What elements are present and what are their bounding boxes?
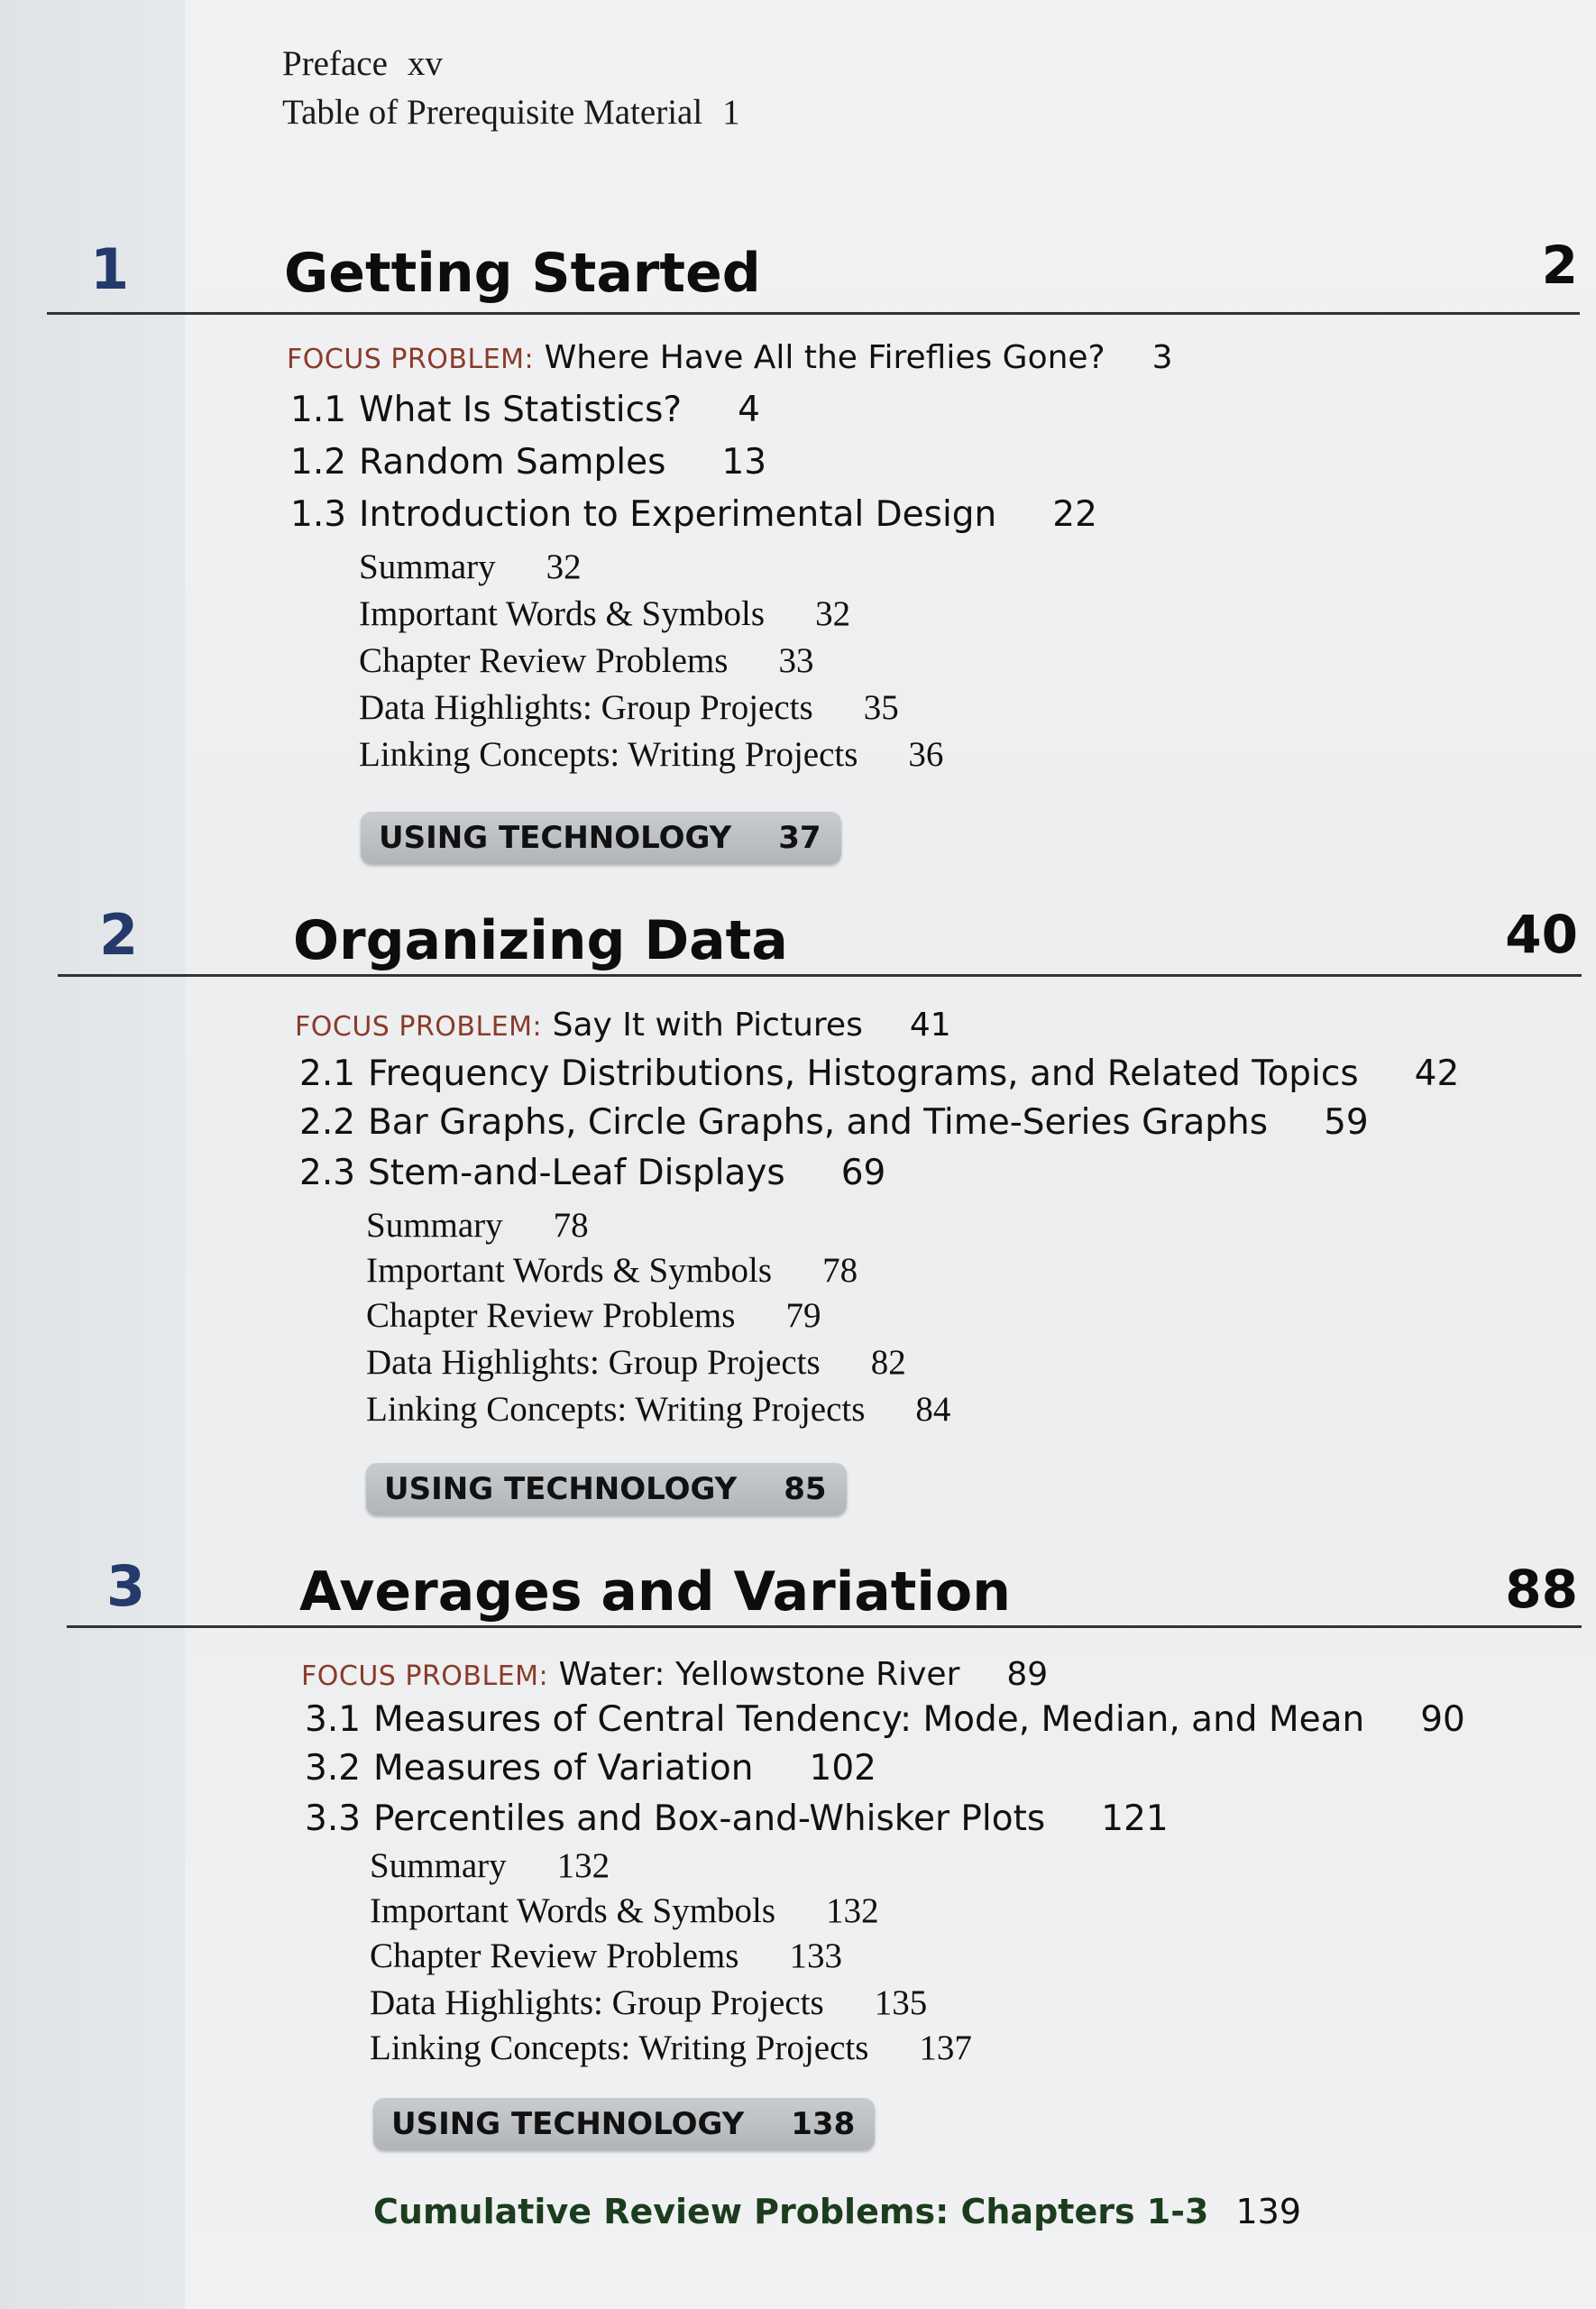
- chapter-number: 3: [106, 1553, 146, 1619]
- tech-label: USING TECHNOLOGY: [391, 2106, 745, 2142]
- toc-backmatter[interactable]: [366, 1389, 950, 1430]
- backmatter-title: Summary: [370, 1846, 507, 1885]
- toc-backmatter[interactable]: [370, 1936, 842, 1976]
- backmatter-page: 78: [553, 1206, 589, 1245]
- backmatter-title: Linking Concepts: Writing Projects: [370, 2028, 869, 2067]
- focus-title: Say It with Pictures: [552, 1007, 863, 1044]
- backmatter-page: 79: [785, 1296, 821, 1335]
- backmatter-page: 82: [870, 1343, 906, 1382]
- backmatter-page: 135: [874, 1983, 928, 2022]
- backmatter-title: Data Highlights: Group Projects: [366, 1343, 821, 1382]
- backmatter-title: Data Highlights: Group Projects: [370, 1983, 824, 2022]
- backmatter-page: 132: [826, 1891, 879, 1930]
- toc-backmatter[interactable]: [370, 2028, 972, 2068]
- using-technology-badge[interactable]: [361, 812, 841, 864]
- section-number: 3.2: [305, 1748, 362, 1789]
- tech-label: USING TECHNOLOGY: [384, 1471, 738, 1507]
- chapter-rule: [47, 312, 1580, 315]
- section-page: 42: [1414, 1053, 1460, 1094]
- section-number: 2.1: [299, 1053, 356, 1094]
- section-title: Introduction to Experimental Design: [359, 494, 997, 535]
- focus-problem[interactable]: [301, 1656, 1048, 1693]
- section-title: Bar Graphs, Circle Graphs, and Time-Series Graphs: [368, 1102, 1269, 1143]
- focus-page: 41: [909, 1007, 951, 1044]
- section-page: 102: [809, 1748, 876, 1789]
- backmatter-title: Important Words & Symbols: [370, 1891, 776, 1930]
- backmatter-title: Summary: [359, 547, 496, 586]
- backmatter-page: 32: [815, 594, 851, 633]
- chapter-title[interactable]: Averages and Variation: [299, 1560, 1011, 1624]
- chapter-page: 88: [1505, 1559, 1578, 1620]
- focus-problem[interactable]: [287, 339, 1173, 376]
- using-technology-badge[interactable]: [373, 2098, 875, 2150]
- tech-label: USING TECHNOLOGY: [379, 820, 732, 856]
- chapter-number: 1: [90, 236, 130, 302]
- focus-label: FOCUS PROBLEM:: [301, 1660, 549, 1692]
- backmatter-page: 78: [822, 1251, 858, 1290]
- backmatter-title: Linking Concepts: Writing Projects: [359, 735, 858, 774]
- toc-section[interactable]: [305, 1798, 1169, 1839]
- focus-page: 89: [1006, 1656, 1049, 1693]
- toc-backmatter[interactable]: [366, 1205, 589, 1246]
- backmatter-title: Data Highlights: Group Projects: [359, 688, 813, 727]
- toc-entry-preface[interactable]: [282, 43, 443, 84]
- toc-section[interactable]: [290, 494, 1097, 535]
- toc-backmatter[interactable]: [359, 593, 850, 634]
- backmatter-page: 32: [546, 547, 582, 586]
- section-title: Frequency Distributions, Histograms, and Related Topics: [368, 1053, 1359, 1094]
- section-title: Random Samples: [359, 442, 666, 483]
- section-number: 1.3: [290, 494, 347, 535]
- toc-backmatter[interactable]: [359, 734, 943, 775]
- toc-section[interactable]: [305, 1699, 1465, 1740]
- section-page: 4: [738, 390, 760, 430]
- section-page: 22: [1052, 494, 1097, 535]
- toc-section[interactable]: [299, 1102, 1369, 1143]
- backmatter-title: Linking Concepts: Writing Projects: [366, 1390, 866, 1429]
- cumulative-label: Cumulative Review Problems: Chapters 1-3: [373, 2192, 1209, 2231]
- section-number: 2.3: [299, 1153, 356, 1193]
- tech-page: 138: [791, 2106, 856, 2142]
- section-number: 3.3: [305, 1798, 362, 1839]
- entry-page: 1: [722, 93, 740, 132]
- backmatter-page: 84: [915, 1390, 951, 1429]
- focus-title: Water: Yellowstone River: [558, 1656, 960, 1693]
- chapter-number: 2: [99, 902, 139, 968]
- chapter-title[interactable]: Getting Started: [284, 242, 761, 305]
- toc-backmatter[interactable]: [370, 1890, 879, 1931]
- backmatter-page: 133: [789, 1936, 842, 1975]
- section-page: 69: [840, 1153, 886, 1193]
- section-title: Stem-and-Leaf Displays: [368, 1153, 785, 1193]
- backmatter-title: Chapter Review Problems: [366, 1296, 736, 1335]
- section-page: 90: [1420, 1699, 1465, 1740]
- toc-section[interactable]: [290, 442, 766, 483]
- backmatter-page: 35: [863, 688, 899, 727]
- section-title: Measures of Central Tendency: Mode, Median, and Mean: [373, 1699, 1365, 1740]
- section-page: 121: [1101, 1798, 1169, 1839]
- toc-backmatter[interactable]: [366, 1342, 906, 1383]
- toc-backmatter[interactable]: [370, 1845, 610, 1886]
- backmatter-title: Chapter Review Problems: [370, 1936, 739, 1975]
- toc-backmatter[interactable]: [370, 1982, 927, 2023]
- entry-label: Table of Prerequisite Material: [282, 93, 703, 132]
- cumulative-review[interactable]: [373, 2192, 1301, 2231]
- section-page: 59: [1324, 1102, 1369, 1143]
- tech-page: 85: [784, 1471, 827, 1507]
- backmatter-page: 36: [908, 735, 944, 774]
- section-number: 2.2: [299, 1102, 356, 1143]
- focus-title: Where Have All the Fireflies Gone?: [544, 339, 1105, 376]
- backmatter-title: Summary: [366, 1206, 503, 1245]
- backmatter-title: Important Words & Symbols: [359, 594, 766, 633]
- focus-page: 3: [1151, 339, 1173, 376]
- section-number: 3.1: [305, 1699, 362, 1740]
- backmatter-page: 132: [556, 1846, 610, 1885]
- section-title: Measures of Variation: [373, 1748, 754, 1789]
- chapter-rule: [58, 974, 1582, 977]
- toc-backmatter[interactable]: [359, 687, 899, 728]
- backmatter-title: Chapter Review Problems: [359, 641, 729, 680]
- chapter-page: 40: [1505, 904, 1578, 965]
- focus-label: FOCUS PROBLEM:: [287, 344, 535, 375]
- section-page: 13: [721, 442, 767, 483]
- toc-section[interactable]: [299, 1153, 885, 1193]
- chapter-title[interactable]: Organizing Data: [293, 909, 788, 972]
- backmatter-title: Important Words & Symbols: [366, 1251, 773, 1290]
- toc-backmatter[interactable]: [366, 1250, 858, 1291]
- toc-section[interactable]: [290, 390, 760, 430]
- toc-backmatter[interactable]: [359, 547, 582, 587]
- toc-backmatter[interactable]: [359, 640, 813, 681]
- entry-page: xv: [407, 44, 443, 83]
- chapter-rule: [67, 1625, 1582, 1628]
- backmatter-page: 137: [919, 2028, 972, 2067]
- section-title: What Is Statistics?: [359, 390, 683, 430]
- page-left-strip: [0, 0, 185, 2309]
- toc-entry-prerequisite[interactable]: [282, 92, 740, 133]
- tech-page: 37: [778, 820, 821, 856]
- focus-problem[interactable]: [295, 1007, 951, 1044]
- section-number: 1.2: [290, 442, 347, 483]
- toc-section[interactable]: [299, 1053, 1459, 1094]
- entry-label: Preface: [282, 44, 388, 83]
- chapter-page: 2: [1541, 235, 1578, 296]
- using-technology-badge[interactable]: [366, 1463, 847, 1515]
- cumulative-page: 139: [1235, 2192, 1301, 2231]
- section-number: 1.1: [290, 390, 347, 430]
- backmatter-page: 33: [778, 641, 814, 680]
- toc-section[interactable]: [305, 1748, 876, 1789]
- focus-label: FOCUS PROBLEM:: [295, 1011, 543, 1043]
- section-title: Percentiles and Box-and-Whisker Plots: [373, 1798, 1046, 1839]
- toc-backmatter[interactable]: [366, 1295, 821, 1336]
